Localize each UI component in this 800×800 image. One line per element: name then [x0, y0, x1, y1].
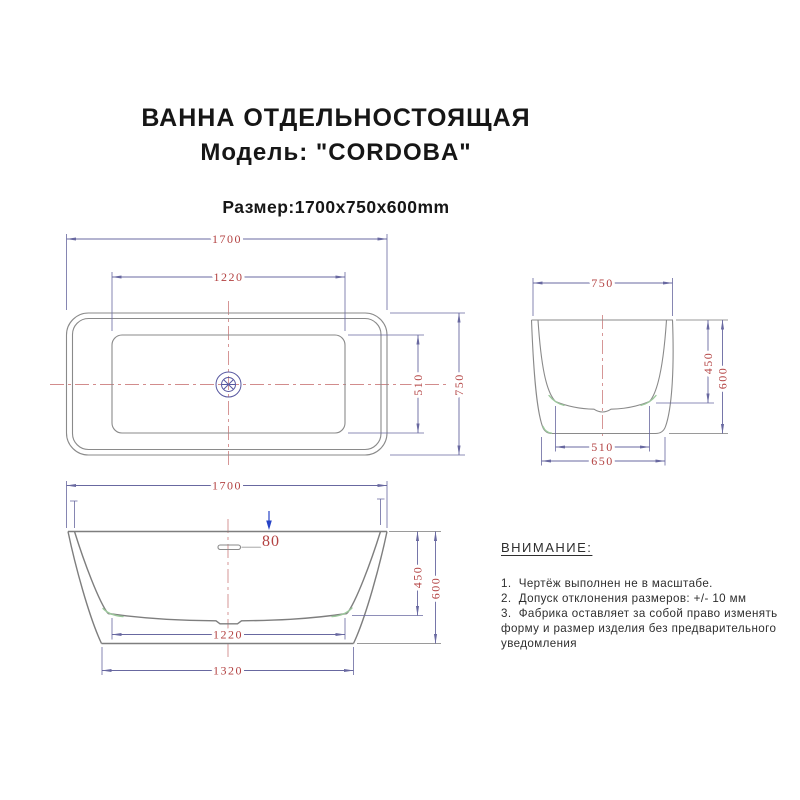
dim-top-basin-width: 510: [411, 373, 425, 396]
wall-thickness-ticks: [70, 499, 385, 528]
size-subtitle: Размер:1700x750x600mm: [222, 197, 450, 217]
dim-front-basin-length: 1220: [213, 627, 243, 642]
dim-front-overflow-offset: 80: [262, 533, 280, 550]
top-view-extension-lines: [67, 234, 466, 455]
front-view-green-accents: [103, 608, 352, 617]
dim-top-length: 1700: [212, 232, 242, 246]
model-title: Модель: "CORDOBA": [200, 139, 472, 166]
dim-top-basin-length: 1220: [213, 270, 244, 284]
top-view-dimension-lines: [67, 239, 460, 455]
end-view-dimension-lines: [533, 283, 723, 461]
end-view: [532, 276, 730, 468]
top-view: [50, 232, 466, 469]
front-view: [67, 479, 443, 678]
page-title: ВАННА ОТДЕЛЬНОСТОЯЩАЯ: [141, 104, 531, 132]
attention-heading: ВНИМАНИЕ:: [501, 540, 593, 555]
dim-front-inner-height: 450: [410, 565, 425, 589]
dim-front-height: 600: [428, 576, 443, 600]
attention-block: [501, 540, 782, 651]
note-item-1: 1. Чертёж выполнен не в масштабе.: [501, 577, 713, 590]
dim-end-base-width: 650: [591, 454, 614, 468]
dim-end-height: 600: [715, 366, 730, 390]
dim-front-length: 1700: [212, 478, 242, 493]
dim-front-base-length: 1320: [213, 663, 243, 678]
dim-end-inner-height: 450: [701, 351, 715, 375]
note-item-3: 3. Фабрика оставляет за собой право изменять форму и размер изделия без предварительного уведомления: [501, 607, 782, 650]
front-view-extension-lines: [67, 478, 442, 675]
dim-top-width: 750: [452, 373, 466, 396]
overflow-arrow: [266, 511, 272, 530]
end-view-green-accents: [543, 396, 656, 434]
end-view-extension-lines: [533, 278, 728, 466]
dim-end-basin-width: 510: [591, 440, 614, 454]
note-item-2: 2. Допуск отклонения размеров: +/- 10 мм: [501, 592, 747, 605]
dim-end-width: 750: [591, 276, 614, 290]
